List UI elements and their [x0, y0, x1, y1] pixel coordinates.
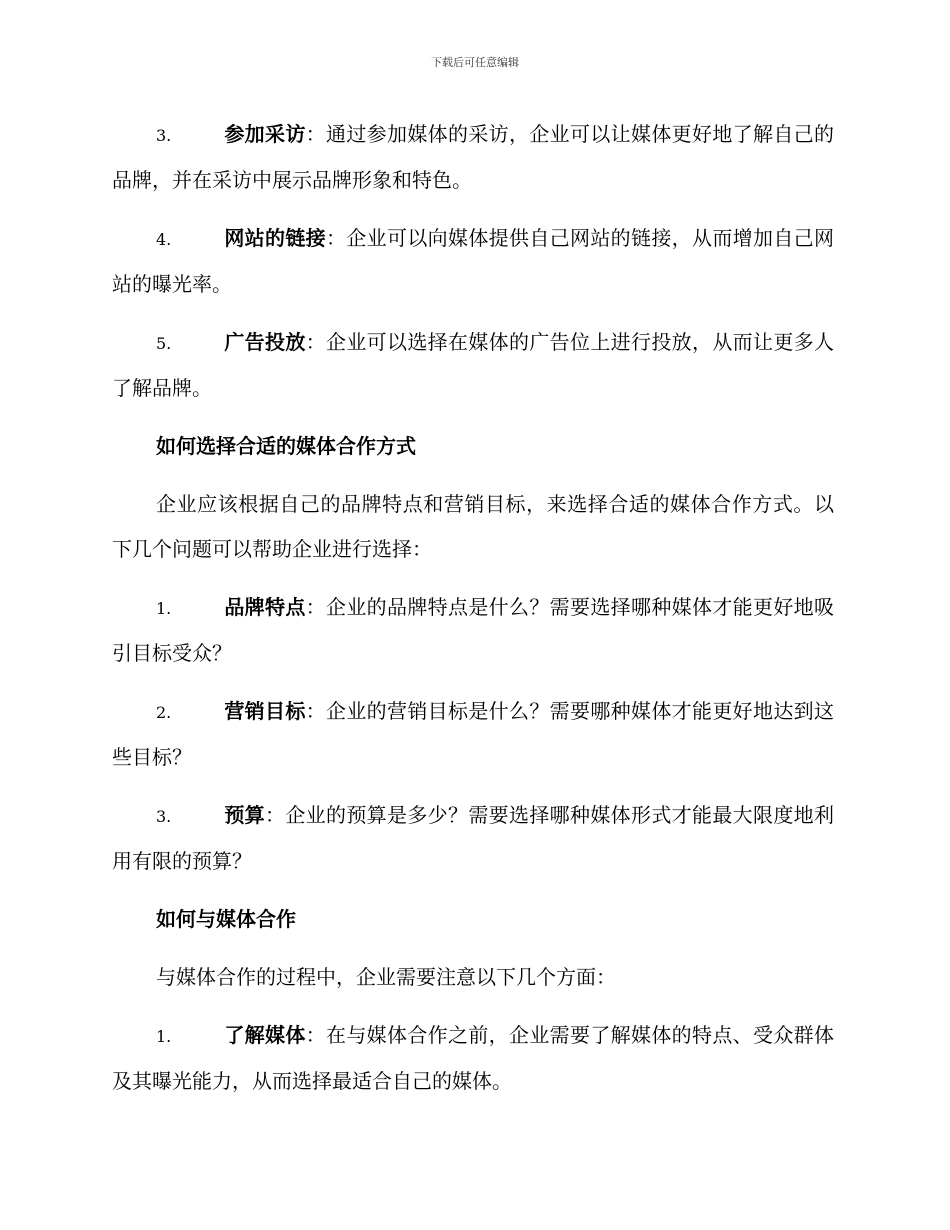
list-number: 4.	[156, 230, 172, 249]
document-body	[112, 112, 834, 1117]
list-text: 企业的品牌特点是什么？需要选择哪种媒体才能更好地吸引目标受众？	[112, 595, 835, 665]
list-text: 企业的预算是多少？需要选择哪种媒体形式才能最大限度地利用有限的预算？	[112, 803, 835, 873]
list-term: 广告投放	[224, 330, 306, 354]
list-separator: ：	[265, 803, 286, 827]
list-term: 营销目标	[224, 699, 306, 723]
section-intro: 企业应该根据自己的品牌特点和营销目标，来选择合适的媒体合作方式。以下几个问题可以帮助企业进行选择：	[112, 492, 834, 561]
list-term: 网站的链接	[224, 226, 326, 250]
list-term: 预算	[224, 803, 265, 827]
list-term: 了解媒体	[224, 1023, 306, 1047]
list-number: 5.	[156, 334, 172, 353]
list-item	[112, 1013, 834, 1104]
list-term: 参加采访	[224, 122, 306, 146]
list-separator: ：	[305, 595, 327, 619]
list-item	[112, 793, 834, 884]
list-item	[112, 585, 834, 676]
list-number: 2.	[156, 703, 172, 722]
list-item	[112, 320, 834, 411]
section-intro: 与媒体合作的过程中，企业需要注意以下几个方面：	[156, 965, 616, 989]
section-heading: 如何与媒体合作	[156, 907, 296, 931]
list-separator: ：	[326, 226, 347, 250]
list-text: 企业可以选择在媒体的广告位上进行投放，从而让更多人了解品牌。	[112, 330, 835, 400]
list-item	[112, 112, 834, 203]
list-separator: ：	[305, 699, 327, 723]
list-text: 通过参加媒体的采访，企业可以让媒体更好地了解自己的品牌，并在采访中展示品牌形象和特色。	[112, 122, 835, 192]
section-heading: 如何选择合适的媒体合作方式	[156, 434, 416, 458]
list-item	[112, 216, 834, 307]
list-text: 企业的营销目标是什么？需要哪种媒体才能更好地达到这些目标？	[112, 699, 835, 769]
list-number: 1.	[156, 599, 172, 618]
page-header-note: 下载后可任意编辑	[431, 56, 519, 69]
list-number: 3.	[156, 126, 172, 145]
list-separator: ：	[305, 1023, 327, 1047]
list-number: 1.	[156, 1027, 172, 1046]
list-separator: ：	[305, 330, 327, 354]
list-term: 品牌特点	[224, 595, 306, 619]
list-number: 3.	[156, 807, 172, 826]
list-separator: ：	[305, 122, 327, 146]
list-item	[112, 689, 834, 780]
list-text: 企业可以向媒体提供自己网站的链接，从而增加自己网站的曝光率。	[112, 226, 835, 296]
list-text: 在与媒体合作之前，企业需要了解媒体的特点、受众群体及其曝光能力，从而选择最适合自己的媒体。	[112, 1023, 835, 1093]
